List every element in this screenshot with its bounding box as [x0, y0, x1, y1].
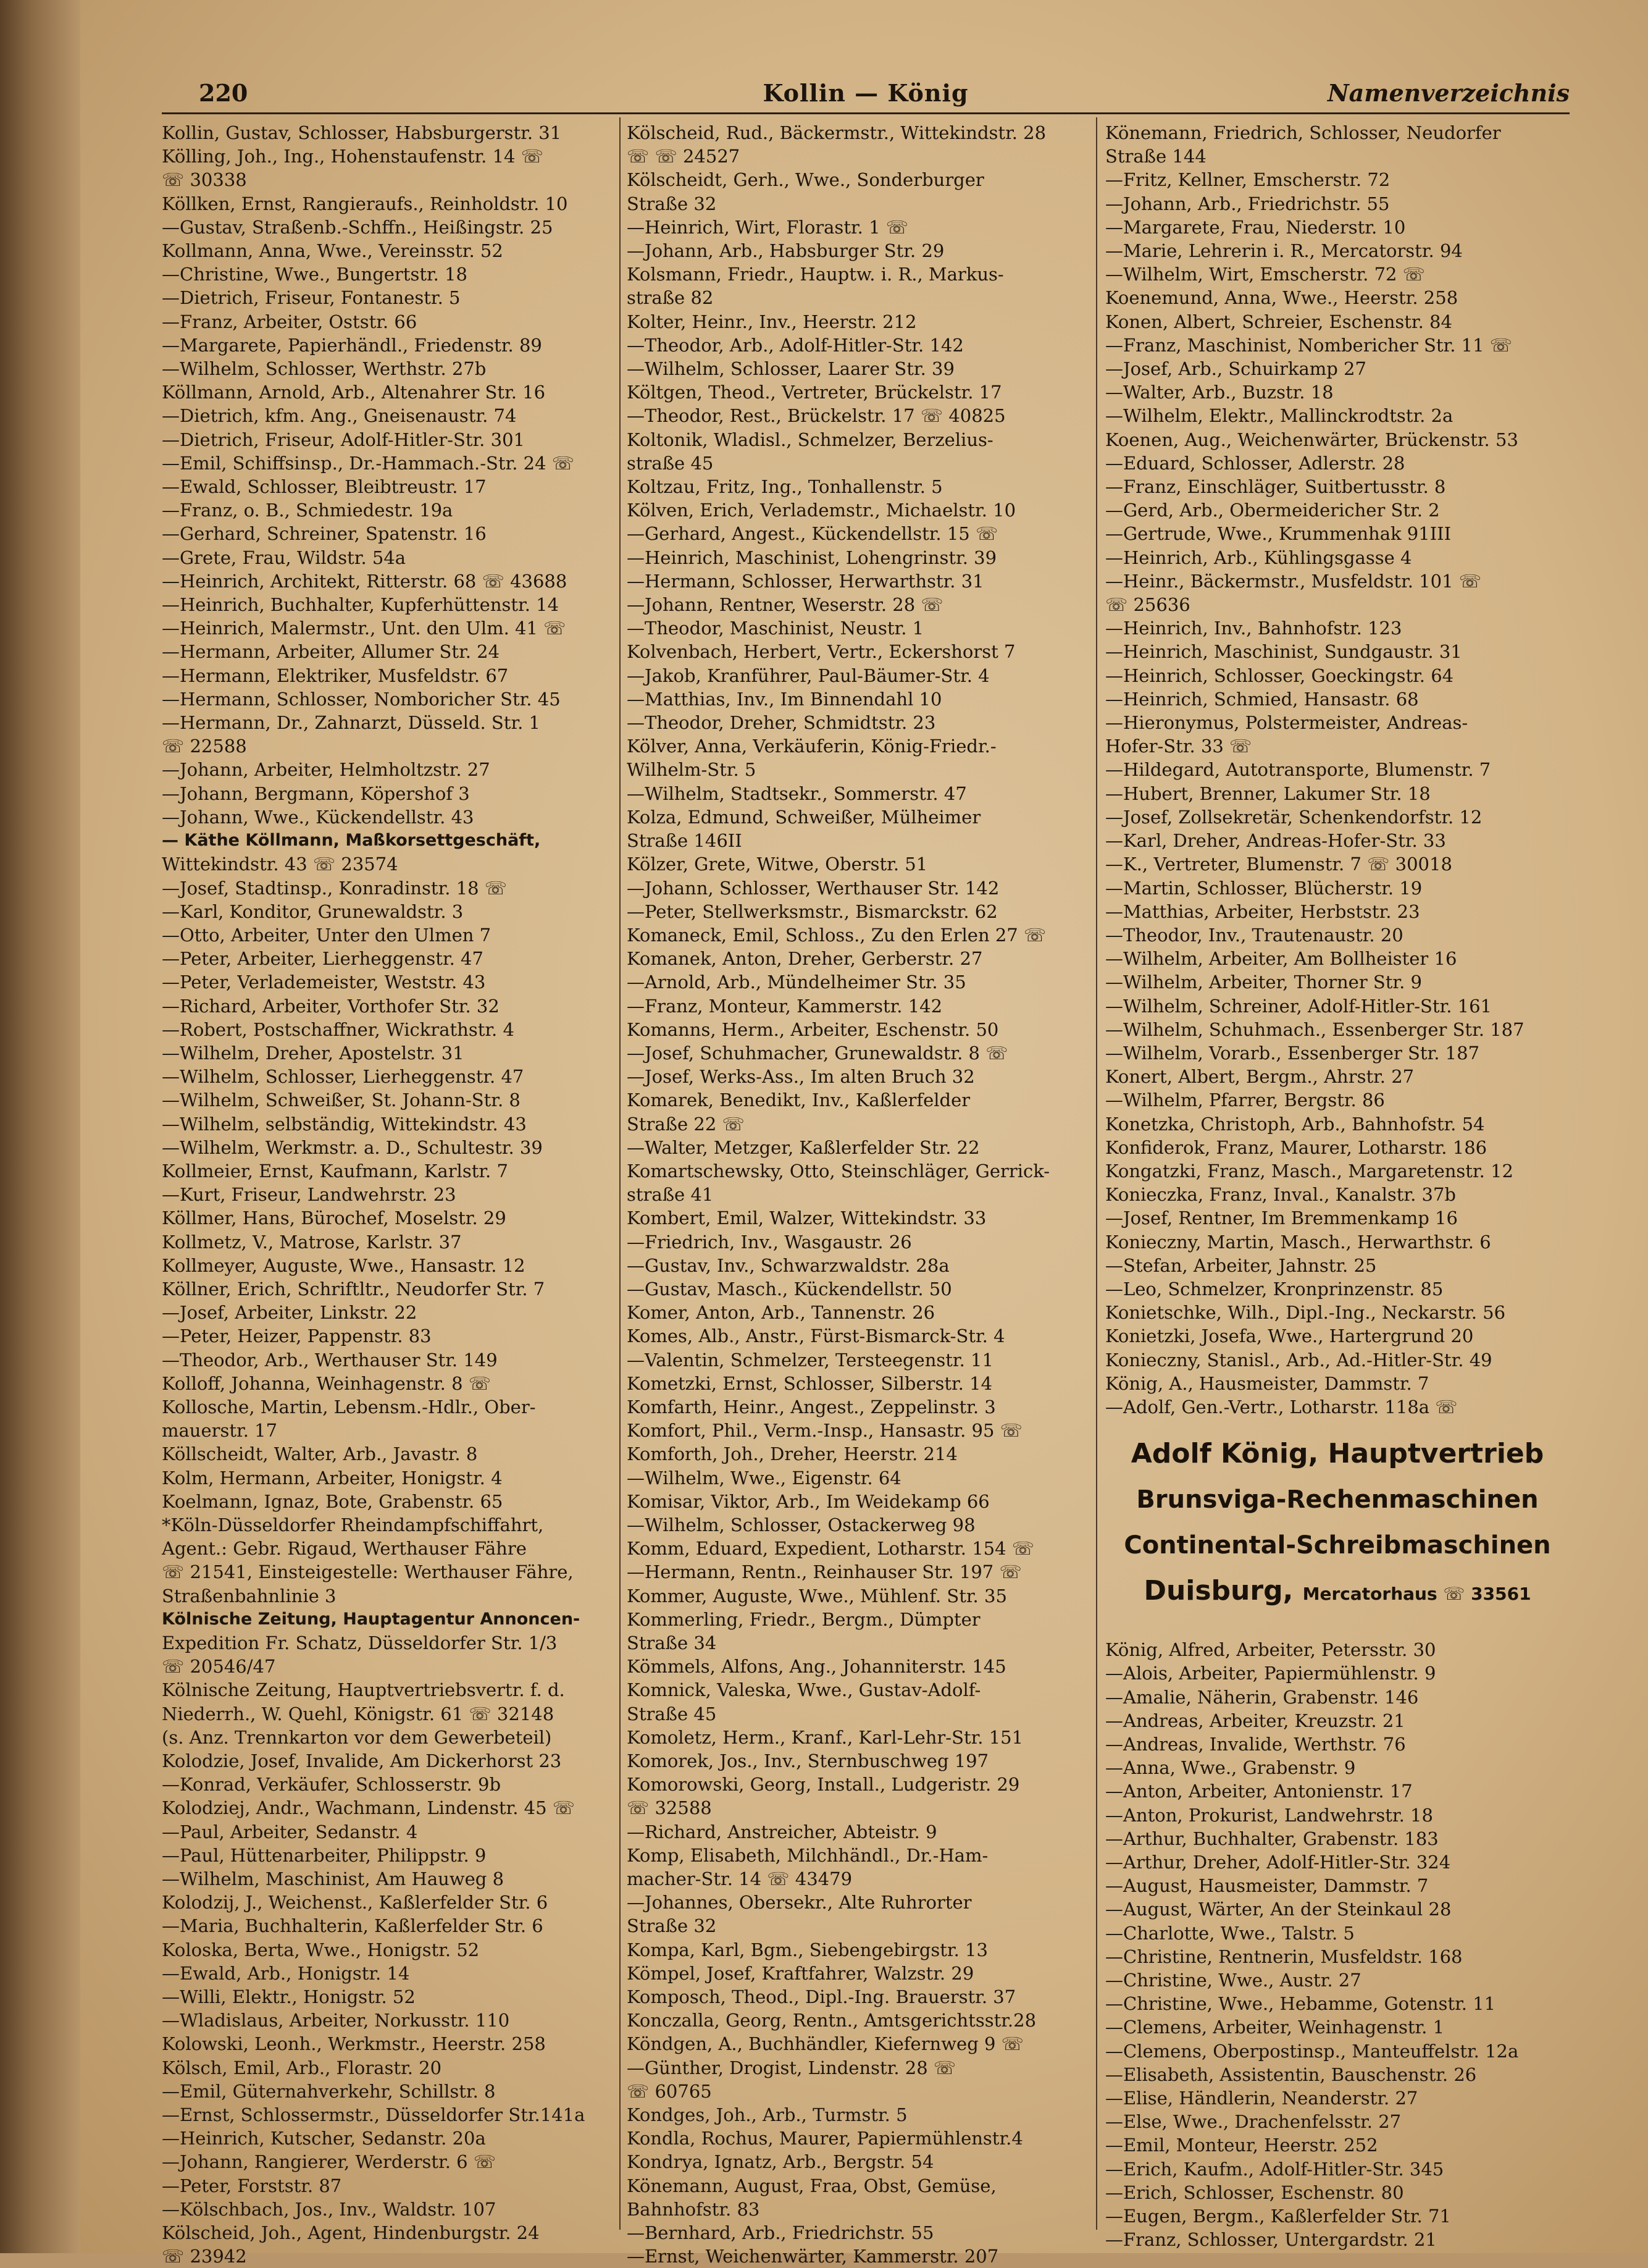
ad-line-product-1: Brunsviga-Rechenmaschinen [1136, 1485, 1539, 1514]
directory-entry-line: Kondges, Joh., Arb., Turmstr. 5 [627, 2104, 908, 2126]
ad-line-address [1105, 1568, 1570, 1617]
directory-entry-line: Expedition Fr. Schatz, Düsseldorfer Str. 1/3 [162, 1632, 558, 1653]
directory-entry-line: straße 45 [627, 452, 714, 474]
directory-entry-line: —Hermann, Schlosser, Herwarthstr. 31 [627, 570, 984, 592]
directory-entry-line: Konczalla, Georg, Rentn., Amtsgerichtsstr.28 [627, 2010, 1037, 2031]
directory-entry-line: Kolodziej, Andr., Wachmann, Lindenstr. 45 ☏ [162, 1797, 575, 1819]
directory-entry-line: —Gustav, Masch., Kückendellstr. 50 [627, 1278, 952, 1300]
directory-entry-line: Komm, Eduard, Expedient, Lotharstr. 154 ☏ [627, 1538, 1035, 1560]
directory-entry-line: —Gertrude, Wwe., Krummenhak 91III [1105, 523, 1452, 545]
directory-entry-line: —Andreas, Arbeiter, Kreuzstr. 21 [1105, 1710, 1405, 1731]
directory-entry-line: —Willi, Elektr., Honigstr. 52 [162, 1986, 416, 2008]
directory-entry-line: —Johann, Rangierer, Werderstr. 6 ☏ [162, 2151, 496, 2173]
directory-entry-line: Köllner, Erich, Schriftltr., Neudorfer Str. 7 [162, 1278, 545, 1300]
directory-entry-line: —Grete, Frau, Wildstr. 54a [162, 547, 406, 568]
directory-entry-line: Kommer, Auguste, Wwe., Mühlenf. Str. 35 [627, 1585, 1007, 1606]
directory-entry-line: —Johannes, Obersekr., Alte Ruhrorter [627, 1892, 972, 1913]
directory-entry-line: —Josef, Zollsekretär, Schenkendorfstr. 12 [1105, 806, 1483, 828]
directory-entry-line: —August, Wärter, An der Steinkaul 28 [1105, 1899, 1452, 1920]
directory-entry-line: mauerstr. 17 [162, 1420, 278, 1442]
directory-entry-line: Kollmeier, Ernst, Kaufmann, Karlstr. 7 [162, 1160, 508, 1182]
directory-entry-line: —Wilhelm, Pfarrer, Bergstr. 86 [1105, 1090, 1385, 1111]
directory-entry-line: —Wilhelm, Schlosser, Werthstr. 27b [162, 358, 487, 380]
directory-entry-line: —Johann, Arbeiter, Helmholtzstr. 27 [162, 759, 490, 781]
directory-entry-line: —Konrad, Verkäufer, Schlosserstr. 9b [162, 1774, 501, 1796]
directory-entry-line: —Richard, Anstreicher, Abteistr. 9 [627, 1821, 937, 1842]
directory-entry-line: —Dietrich, kfm. Ang., Gneisenaustr. 74 [162, 405, 517, 427]
directory-entry-line: —Johann, Arb., Friedrichstr. 55 [1105, 193, 1390, 214]
directory-entry-line: —Theodor, Inv., Trautenaustr. 20 [1105, 924, 1403, 946]
directory-entry-line: Komnick, Valeska, Wwe., Gustav-Adolf- [627, 1679, 981, 1701]
directory-entry-line: König, A., Hausmeister, Dammstr. 7 [1105, 1372, 1429, 1394]
directory-entry-line: Kölnische Zeitung, Hauptagentur Annoncen- [162, 1609, 580, 1629]
directory-entry-line: —Erich, Schlosser, Eschenstr. 80 [1105, 2182, 1404, 2203]
directory-entry-line: —Hermann, Elektriker, Musfeldstr. 67 [162, 665, 509, 686]
directory-entry-line: —Ewald, Arb., Honigstr. 14 [162, 1962, 410, 1984]
directory-entry-line: Komoletz, Herm., Kranf., Karl-Lehr-Str. 151 [627, 1726, 1024, 1748]
directory-entry-line: —Günther, Drogist, Lindenstr. 28 ☏ [627, 2057, 956, 2078]
directory-entry-line: Konfiderok, Franz, Maurer, Lotharstr. 186 [1105, 1136, 1487, 1158]
directory-entry-line: —Elise, Händlerin, Neanderstr. 27 [1105, 2088, 1418, 2109]
directory-entry-line: ☏ 21541, Einsteigestelle: Werthauser Fähre, [162, 1561, 574, 1583]
directory-entry-line: —Wilhelm, Wwe., Eigenstr. 64 [627, 1467, 901, 1489]
directory-entry-line: —Franz, Maschinist, Nombericher Str. 11 ☏ [1105, 334, 1513, 356]
directory-entry-line: —Valentin, Schmelzer, Tersteegenstr. 11 [627, 1349, 993, 1371]
directory-entry-line: —Dietrich, Friseur, Adolf-Hitler-Str. 301 [162, 429, 525, 450]
directory-entry-line: Koltzau, Fritz, Ing., Tonhallenstr. 5 [627, 476, 943, 498]
directory-entry-line: —Christine, Wwe., Hebamme, Gotenstr. 11 [1105, 1993, 1496, 2015]
directory-entry-line: —Wilhelm, Schlosser, Ostackerweg 98 [627, 1514, 976, 1535]
directory-entry-line: Kölzer, Grete, Witwe, Oberstr. 51 [627, 854, 928, 875]
directory-entry-line: —Ernst, Schlossermstr., Düsseldorfer Str.141a [162, 2104, 585, 2126]
directory-entry-line: Köllken, Ernst, Rangieraufs., Reinholdstr. 10 [162, 193, 568, 214]
directory-entry-line: ☏ 30338 [162, 169, 247, 191]
directory-entry-line: —Karl, Konditor, Grunewaldstr. 3 [162, 901, 464, 922]
directory-entry-line: —Peter, Stellwerksmstr., Bismarckstr. 62 [627, 901, 998, 922]
directory-entry-line: —Kurt, Friseur, Landwehrstr. 23 [162, 1184, 456, 1206]
directory-entry-line: *Köln-Düsseldorfer Rheindampfschiffahrt, [162, 1514, 544, 1535]
directory-entry-line: —Johann, Arb., Habsburger Str. 29 [627, 240, 945, 262]
directory-entry-line: —Margarete, Papierhändl., Friedenstr. 89 [162, 334, 542, 356]
directory-entry-line: —Arthur, Dreher, Adolf-Hitler-Str. 324 [1105, 1852, 1451, 1873]
ad-line-company: Adolf König, Hauptvertrieb [1131, 1438, 1544, 1470]
column-3 [1105, 121, 1570, 2251]
directory-entry-line: Kömmels, Alfons, Ang., Johanniterstr. 145 [627, 1656, 1006, 1678]
directory-entry-line: —Emil, Güternahverkehr, Schillstr. 8 [162, 2080, 496, 2102]
directory-entry-line: Kompa, Karl, Bgm., Siebengebirgstr. 13 [627, 1939, 988, 1960]
directory-entry-line: —Johann, Wwe., Kückendellstr. 43 [162, 806, 474, 828]
directory-entry-line: Kölver, Anna, Verkäuferin, König-Friedr.- [627, 736, 997, 757]
directory-entry-line: Kolvenbach, Herbert, Vertr., Eckershorst 7 [627, 641, 1016, 663]
directory-entry-line: —Wilhelm, Vorarb., Essenberger Str. 187 [1105, 1042, 1480, 1064]
directory-entry-line: —Kölschbach, Jos., Inv., Waldstr. 107 [162, 2198, 496, 2220]
directory-entry-line: macher-Str. 14 ☏ 43479 [627, 1868, 853, 1890]
directory-entry-line: —Hermann, Rentn., Reinhauser Str. 197 ☏ [627, 1561, 1022, 1583]
directory-entry-line: —Josef, Schuhmacher, Grunewaldstr. 8 ☏ [627, 1042, 1008, 1064]
ad-line-product-2: Continental-Schreibmaschinen [1124, 1531, 1551, 1560]
directory-entry-line: Niederrh., W. Quehl, Königstr. 61 ☏ 32148 [162, 1703, 554, 1724]
directory-entry-line: Köllmer, Hans, Bürochef, Moselstr. 29 [162, 1208, 506, 1229]
directory-entry-line: —Heinrich, Schlosser, Goeckingstr. 64 [1105, 665, 1454, 686]
directory-entry-line: Komorek, Jos., Inv., Sternbuschweg 197 [627, 1750, 989, 1772]
directory-entry-line: Komanek, Anton, Dreher, Gerberstr. 27 [627, 948, 983, 970]
directory-entry-line: —Heinrich, Wirt, Florastr. 1 ☏ [627, 216, 909, 238]
directory-entry-line: —Heinrich, Maschinist, Lohengrinstr. 39 [627, 547, 997, 568]
directory-entry-line: —Robert, Postschaffner, Wickrathstr. 4 [162, 1018, 514, 1040]
directory-entry-line: ☏ 20546/47 [162, 1656, 276, 1678]
directory-entry-line: —Walter, Metzger, Kaßlerfelder Str. 22 [627, 1136, 980, 1158]
directory-entry-line: —Heinrich, Kutscher, Sedanstr. 20a [162, 2128, 486, 2149]
directory-entry-line: Kolter, Heinr., Inv., Heerstr. 212 [627, 311, 917, 332]
directory-entry-line: Wilhelm-Str. 5 [627, 759, 756, 781]
directory-entry-line: ☏ 32588 [627, 1797, 712, 1819]
directory-entry-line: Konieczny, Stanisl., Arb., Ad.-Hitler-Str. 49 [1105, 1349, 1492, 1371]
directory-entry-line: Kollmann, Anna, Wwe., Vereinsstr. 52 [162, 240, 503, 262]
directory-entry-line: —Johann, Rentner, Weserstr. 28 ☏ [627, 594, 943, 616]
directory-entry-line: —Heinr., Bäckermstr., Musfeldstr. 101 ☏ [1105, 570, 1482, 592]
column-2 [627, 121, 1091, 2267]
directory-entry-line: Koloska, Berta, Wwe., Honigstr. 52 [162, 1939, 480, 1960]
directory-entry-line: Kölscheidt, Gerh., Wwe., Sonderburger [627, 169, 984, 191]
directory-entry-line: — Käthe Köllmann, Maßkorsettgeschäft, [162, 831, 541, 850]
directory-entry-line: —Karl, Dreher, Andreas-Hofer-Str. 33 [1105, 830, 1446, 852]
directory-entry-line: Kongatzki, Franz, Masch., Margaretenstr. 12 [1105, 1160, 1513, 1182]
directory-entry-line: —Ernst, Weichenwärter, Kammerstr. 207 [627, 2246, 999, 2267]
directory-entry-line: —Hubert, Brenner, Lakumer Str. 18 [1105, 783, 1431, 804]
directory-entry-line: Komarek, Benedikt, Inv., Kaßlerfelder [627, 1090, 971, 1111]
advertisement [1105, 1431, 1570, 1617]
directory-entry-line: Konieczka, Franz, Inval., Kanalstr. 37b [1105, 1184, 1456, 1206]
directory-entry-line: —Marie, Lehrerin i. R., Mercatorstr. 94 [1105, 240, 1463, 262]
directory-entry-line: —Franz, o. B., Schmiedestr. 19a [162, 500, 453, 521]
directory-entry-line: Kollmeyer, Auguste, Wwe., Hansastr. 12 [162, 1254, 525, 1276]
directory-entry-line: —Emil, Schiffsinsp., Dr.-Hammach.-Str. 24 ☏ [162, 452, 575, 474]
directory-entry-line: Agent.: Gebr. Rigaud, Werthauser Fähre [162, 1538, 527, 1560]
directory-entry-line: —Fritz, Kellner, Emscherstr. 72 [1105, 169, 1391, 191]
directory-entry-line: —Margarete, Frau, Niederstr. 10 [1105, 216, 1406, 238]
directory-entry-line: Komartschewsky, Otto, Steinschläger, Gerrick- [627, 1160, 1050, 1182]
directory-entry-line: Könemann, Friedrich, Schlosser, Neudorfer [1105, 122, 1501, 143]
directory-entry-line: Komorowski, Georg, Install., Ludgeristr. 29 [627, 1774, 1020, 1796]
directory-entry-line: —Wilhelm, Stadtsekr., Sommerstr. 47 [627, 783, 967, 804]
directory-entry-line: —Matthias, Arbeiter, Herbststr. 23 [1105, 901, 1420, 922]
directory-entry-line: —Peter, Verlademeister, Weststr. 43 [162, 972, 486, 993]
directory-entry-line: Konietschke, Wilh., Dipl.-Ing., Neckarstr. 56 [1105, 1302, 1506, 1324]
directory-entry-line: —Wilhelm, Schreiner, Adolf-Hitler-Str. 161 [1105, 995, 1492, 1017]
directory-entry-line: —Christine, Rentnerin, Musfeldstr. 168 [1105, 1946, 1463, 1967]
directory-entry-line: —Theodor, Rest., Brückelstr. 17 ☏ 40825 [627, 405, 1006, 427]
directory-entry-line: —Gerhard, Angest., Kückendellstr. 15 ☏ [627, 523, 998, 545]
directory-entry-line: Komaneck, Emil, Schloss., Zu den Erlen 27 ☏ [627, 924, 1047, 946]
directory-entry-line: Komisar, Viktor, Arb., Im Weidekamp 66 [627, 1490, 990, 1512]
directory-entry-line: Kolloff, Johanna, Weinhagenstr. 8 ☏ [162, 1372, 491, 1394]
directory-entry-line: —Wilhelm, Elektr., Mallinckrodtstr. 2a [1105, 405, 1454, 427]
directory-entry-line: —Franz, Schlosser, Untergardstr. 21 [1105, 2229, 1437, 2251]
directory-entry-line: Kölven, Erich, Verlademstr., Michaelstr. 10 [627, 500, 1016, 521]
directory-entry-line: Straße 32 [627, 1915, 717, 1937]
directory-entry-line: Straße 45 [627, 1703, 717, 1724]
directory-entry-line: Kommerling, Friedr., Bergm., Dümpter [627, 1608, 981, 1630]
directory-entry-line: Straße 34 [627, 1632, 717, 1653]
directory-entry-line: —Gerd, Arb., Obermeidericher Str. 2 [1105, 500, 1440, 521]
directory-entry-line: —Heinrich, Malermstr., Unt. den Ulm. 41 ☏ [162, 618, 566, 639]
header-rule [162, 112, 1570, 114]
directory-entry-line: Komanns, Herm., Arbeiter, Eschenstr. 50 [627, 1018, 999, 1040]
directory-entry-line: —Josef, Rentner, Im Bremmenkamp 16 [1105, 1208, 1458, 1229]
directory-entry-line: —Else, Wwe., Drachenfelsstr. 27 [1105, 2111, 1402, 2133]
directory-entry-line: —Peter, Heizer, Pappenstr. 83 [162, 1325, 432, 1347]
directory-entry-line: Kolowski, Leonh., Werkmstr., Heerstr. 258 [162, 2033, 546, 2055]
directory-entry-line: —Walter, Arb., Buzstr. 18 [1105, 382, 1334, 403]
directory-entry-line: Köndgen, A., Buchhändler, Kiefernweg 9 ☏ [627, 2033, 1024, 2055]
directory-entry-line: —Franz, Arbeiter, Oststr. 66 [162, 311, 417, 332]
directory-entry-line: —Emil, Monteur, Heerstr. 252 [1105, 2135, 1378, 2156]
directory-entry-line: —Christine, Wwe., Austr. 27 [1105, 1970, 1361, 1991]
directory-entry-line: —Dietrich, Friseur, Fontanestr. 5 [162, 287, 461, 309]
directory-entry-line: straße 41 [627, 1184, 714, 1206]
directory-entry-line: Kolm, Hermann, Arbeiter, Honigstr. 4 [162, 1467, 503, 1489]
directory-entry-line: König, Alfred, Arbeiter, Petersstr. 30 [1105, 1639, 1436, 1661]
directory-entry-line: —Hermann, Arbeiter, Allumer Str. 24 [162, 641, 500, 663]
column-3-lower [1105, 1638, 1570, 2251]
directory-entry-line: Kolza, Edmund, Schweißer, Mülheimer [627, 806, 981, 828]
directory-entry-line: Konetzka, Christoph, Arb., Bahnhofstr. 54 [1105, 1113, 1485, 1135]
directory-entry-line: —Josef, Arb., Schuirkamp 27 [1105, 358, 1366, 380]
directory-entry-line: —Alois, Arbeiter, Papiermühlenstr. 9 [1105, 1663, 1436, 1684]
directory-entry-line: —Josef, Arbeiter, Linkstr. 22 [162, 1302, 417, 1324]
directory-entry-line: —Wilhelm, Werkmstr. a. D., Schultestr. 39 [162, 1136, 543, 1158]
directory-entry-line: —August, Hausmeister, Dammstr. 7 [1105, 1875, 1429, 1897]
directory-entry-line: straße 82 [627, 287, 714, 309]
directory-entry-line: ☏ 23942 [162, 2246, 247, 2267]
directory-entry-line: Kölnische Zeitung, Hauptvertriebsvertr. f. d. [162, 1679, 565, 1701]
directory-entry-line: Komposch, Theod., Dipl.-Ing. Brauerstr. 37 [627, 1986, 1016, 2008]
directory-entry-line: —Wilhelm, Schlosser, Laarer Str. 39 [627, 358, 955, 380]
directory-entry-line: Komer, Anton, Arb., Tannenstr. 26 [627, 1302, 935, 1324]
directory-entry-line: —Gerhard, Schreiner, Spatenstr. 16 [162, 523, 487, 545]
directory-entry-line: Kölscheid, Joh., Agent, Hindenburgstr. 24 [162, 2222, 540, 2244]
directory-entry-line: —Amalie, Näherin, Grabenstr. 146 [1105, 1686, 1419, 1708]
directory-entry-line: —Theodor, Arb., Werthauser Str. 149 [162, 1349, 498, 1371]
directory-entry-line: —Stefan, Arbeiter, Jahnstr. 25 [1105, 1254, 1377, 1276]
directory-entry-line: —Theodor, Maschinist, Neustr. 1 [627, 618, 924, 639]
directory-entry-line: —Clemens, Oberpostinsp., Manteuffelstr. 12a [1105, 2040, 1519, 2062]
directory-entry-line: —Richard, Arbeiter, Vorthofer Str. 32 [162, 995, 500, 1017]
directory-entry-line: Kollosche, Martin, Lebensm.-Hdlr., Ober- [162, 1396, 536, 1418]
directory-entry-line: Komes, Alb., Anstr., Fürst-Bismarck-Str. 4 [627, 1325, 1005, 1347]
directory-entry-line: —Anton, Prokurist, Landwehrstr. 18 [1105, 1804, 1433, 1826]
directory-entry-line: Komfarth, Heinr., Angest., Zeppelinstr. 3 [627, 1396, 996, 1418]
directory-entry-line: —Eugen, Bergm., Kaßlerfelder Str. 71 [1105, 2206, 1451, 2227]
directory-entry-line: Straße 22 ☏ [627, 1113, 745, 1135]
directory-entry-line: —Wilhelm, Wirt, Emscherstr. 72 ☏ [1105, 264, 1425, 285]
directory-entry-line: —Eduard, Schlosser, Adlerstr. 28 [1105, 452, 1405, 474]
directory-entry-line: —Heinrich, Architekt, Ritterstr. 68 ☏ 43688 [162, 570, 567, 592]
directory-entry-line: —Gustav, Straßenb.-Schffn., Heißingstr. 25 [162, 216, 553, 238]
book-spine [0, 0, 80, 2253]
directory-entry-line: —Wilhelm, Schweißer, St. Johann-Str. 8 [162, 1090, 521, 1111]
directory-entry-line: —Otto, Arbeiter, Unter den Ulmen 7 [162, 924, 491, 946]
directory-entry-line: —Ewald, Schlosser, Bleibtreustr. 17 [162, 476, 487, 498]
directory-entry-line: Konietzki, Josefa, Wwe., Hartergrund 20 [1105, 1325, 1474, 1347]
directory-entry-line: Komforth, Joh., Dreher, Heerstr. 214 [627, 1443, 958, 1465]
directory-entry-line: —Wilhelm, Schuhmach., Essenberger Str. 187 [1105, 1018, 1525, 1040]
directory-entry-line: ☏ ☏ 24527 [627, 146, 740, 167]
directory-entry-line: —Paul, Arbeiter, Sedanstr. 4 [162, 1821, 418, 1842]
directory-entry-line: Kömpel, Josef, Kraftfahrer, Walzstr. 29 [627, 1962, 974, 1984]
directory-entry-line: —Wilhelm, Arbeiter, Am Bollheister 16 [1105, 948, 1457, 970]
directory-entry-line: —Hieronymus, Polstermeister, Andreas- [1105, 712, 1468, 734]
page-title: Kollin — König [763, 79, 969, 107]
directory-entry-line: —Peter, Forststr. 87 [162, 2175, 342, 2196]
directory-entry-line: (s. Anz. Trennkarton vor dem Gewerbeteil) [162, 1726, 552, 1748]
directory-entry-line: Kölscheid, Rud., Bäckermstr., Wittekindstr. 28 [627, 122, 1047, 143]
directory-entry-line: Komp, Elisabeth, Milchhändl., Dr.-Ham- [627, 1844, 989, 1866]
directory-entry-line: Kolsmann, Friedr., Hauptw. i. R., Markus- [627, 264, 1004, 285]
directory-entry-line: Könemann, August, Fraa, Obst, Gemüse, [627, 2175, 997, 2196]
directory-entry-line: —Arthur, Buchhalter, Grabenstr. 183 [1105, 1828, 1439, 1849]
directory-entry-line: Kölling, Joh., Ing., Hohenstaufenstr. 14 ☏ [162, 146, 543, 167]
directory-entry-line: Kometzki, Ernst, Schlosser, Silberstr. 14 [627, 1372, 993, 1394]
directory-entry-line: —Paul, Hüttenarbeiter, Philippstr. 9 [162, 1844, 487, 1866]
directory-entry-line: —Matthias, Inv., Im Binnendahl 10 [627, 688, 942, 710]
directory-entry-line: Kondrya, Ignatz, Arb., Bergstr. 54 [627, 2151, 934, 2173]
directory-entry-line: —Franz, Einschläger, Suitbertusstr. 8 [1105, 476, 1446, 498]
directory-entry-line: —Anna, Wwe., Grabenstr. 9 [1105, 1757, 1356, 1779]
directory-entry-line: —Heinrich, Buchhalter, Kupferhüttenstr. 14 [162, 594, 559, 616]
directory-entry-line: —Heinrich, Arb., Kühlingsgasse 4 [1105, 547, 1412, 568]
directory-entry-line: —K., Vertreter, Blumenstr. 7 ☏ 30018 [1105, 854, 1452, 875]
directory-entry-line: —Wilhelm, Dreher, Apostelstr. 31 [162, 1042, 464, 1064]
directory-entry-line: —Charlotte, Wwe., Talstr. 5 [1105, 1922, 1355, 1944]
directory-entry-line: —Josef, Stadtinsp., Konradinstr. 18 ☏ [162, 877, 508, 899]
directory-entry-line: —Gustav, Inv., Schwarzwaldstr. 28a [627, 1254, 950, 1276]
directory-entry-line: —Wilhelm, Schlosser, Lierheggenstr. 47 [162, 1066, 524, 1088]
directory-entry-line: Konen, Albert, Schreier, Eschenstr. 84 [1105, 311, 1452, 332]
directory-entry-line: Konert, Albert, Bergm., Ahrstr. 27 [1105, 1066, 1415, 1088]
directory-entry-line: Komfort, Phil., Verm.-Insp., Hansastr. 95 ☏ [627, 1420, 1023, 1442]
directory-entry-line: —Wilhelm, Arbeiter, Thorner Str. 9 [1105, 972, 1422, 993]
directory-entry-line: —Clemens, Arbeiter, Weinhagenstr. 1 [1105, 2017, 1445, 2038]
directory-entry-line: Konieczny, Martin, Masch., Herwarthstr. 6 [1105, 1231, 1491, 1253]
directory-entry-line: —Martin, Schlosser, Blücherstr. 19 [1105, 877, 1423, 899]
ad-city: Duisburg, [1144, 1575, 1294, 1607]
directory-entry-line: —Friedrich, Inv., Wasgaustr. 26 [627, 1231, 912, 1253]
directory-entry-line: ☏ 60765 [627, 2080, 712, 2102]
page-number: 220 [199, 79, 248, 107]
directory-entry-line: ☏ 25636 [1105, 594, 1190, 616]
directory-entry-line: Kollmetz, V., Matrose, Karlstr. 37 [162, 1231, 462, 1253]
directory-entry-line: —Heinrich, Schmied, Hansastr. 68 [1105, 688, 1419, 710]
directory-entry-line: —Peter, Arbeiter, Lierheggenstr. 47 [162, 948, 483, 970]
directory-entry-line: Kolodzie, Josef, Invalide, Am Dickerhorst 23 [162, 1750, 562, 1772]
directory-entry-line: Straße 144 [1105, 146, 1207, 167]
directory-entry-line: Koelmann, Ignaz, Bote, Grabenstr. 65 [162, 1490, 503, 1512]
directory-entry-line: —Heinrich, Inv., Bahnhofstr. 123 [1105, 618, 1402, 639]
directory-entry-line: —Wladislaus, Arbeiter, Norkusstr. 110 [162, 2010, 510, 2031]
directory-entry-line: —Elisabeth, Assistentin, Bauschenstr. 26 [1105, 2064, 1477, 2085]
column-divider [619, 117, 621, 2230]
directory-entry-line: Bahnhofstr. 83 [627, 2198, 760, 2220]
section-title: Namenverzeichnis [1327, 79, 1570, 107]
directory-entry-line: —Bernhard, Arb., Friedrichstr. 55 [627, 2222, 934, 2244]
directory-entry-line: —Maria, Buchhalterin, Kaßlerfelder Str. 6 [162, 1915, 543, 1937]
directory-entry-line: —Andreas, Invalide, Werthstr. 76 [1105, 1733, 1406, 1755]
directory-entry-line: —Heinrich, Maschinist, Sundgaustr. 31 [1105, 641, 1462, 663]
directory-entry-line: —Arnold, Arb., Mündelheimer Str. 35 [627, 972, 966, 993]
directory-entry-line: Kondla, Rochus, Maurer, Papiermühlenstr.4 [627, 2128, 1023, 2149]
directory-entry-line: —Jakob, Kranführer, Paul-Bäumer-Str. 4 [627, 665, 990, 686]
directory-entry-line: —Hermann, Dr., Zahnarzt, Düsseld. Str. 1 [162, 712, 541, 734]
directory-entry-line: —Hildegard, Autotransporte, Blumenstr. 7 [1105, 759, 1491, 781]
directory-entry-line: Straße 146II [627, 830, 742, 852]
directory-entry-line: —Josef, Werks-Ass., Im alten Bruch 32 [627, 1066, 975, 1088]
directory-entry-line: —Adolf, Gen.-Vertr., Lotharstr. 118a ☏ [1105, 1396, 1458, 1418]
directory-entry-line: —Theodor, Arb., Adolf-Hitler-Str. 142 [627, 334, 964, 356]
directory-entry-line: Koenen, Aug., Weichenwärter, Brückenstr. 53 [1105, 429, 1518, 450]
directory-entry-line: Koenemund, Anna, Wwe., Heerstr. 258 [1105, 287, 1458, 309]
ad-address: Mercatorhaus ☏ 33561 [1302, 1584, 1531, 1605]
directory-entry-line: Köllmann, Arnold, Arb., Altenahrer Str. 16 [162, 382, 546, 403]
directory-entry-line: Köllscheidt, Walter, Arb., Javastr. 8 [162, 1443, 478, 1465]
page-header [162, 79, 1570, 116]
directory-entry-line: Költgen, Theod., Vertreter, Brückelstr. 17 [627, 382, 1002, 403]
directory-entry-line: Straße 32 [627, 193, 717, 214]
directory-entry-line: —Erich, Kaufm., Adolf-Hitler-Str. 345 [1105, 2158, 1444, 2180]
column-3-upper [1105, 121, 1570, 1419]
directory-entry-line: —Anton, Arbeiter, Antonienstr. 17 [1105, 1781, 1413, 1802]
directory-entry-line: —Johann, Bergmann, Köpershof 3 [162, 783, 470, 804]
directory-entry-line: —Wilhelm, selbständig, Wittekindstr. 43 [162, 1113, 527, 1135]
column-1 [162, 121, 613, 2267]
directory-entry-line: Wittekindstr. 43 ☏ 23574 [162, 854, 398, 875]
directory-entry-line: ☏ 22588 [162, 736, 247, 757]
directory-entry-line: Kölsch, Emil, Arb., Florastr. 20 [162, 2057, 442, 2078]
directory-entry-line: —Hermann, Schlosser, Nomboricher Str. 45 [162, 688, 561, 710]
directory-entry-line: —Johann, Schlosser, Werthauser Str. 142 [627, 877, 1000, 899]
directory-entry-line: Koltonik, Wladisl., Schmelzer, Berzelius- [627, 429, 993, 450]
directory-entry-line: —Franz, Monteur, Kammerstr. 142 [627, 995, 943, 1017]
directory-entry-line: —Theodor, Dreher, Schmidtstr. 23 [627, 712, 936, 734]
directory-entry-line: Kollin, Gustav, Schlosser, Habsburgerstr. 31 [162, 122, 562, 143]
column-divider [1096, 117, 1097, 2230]
directory-entry-line: —Christine, Wwe., Bungertstr. 18 [162, 264, 467, 285]
directory-entry-line: Kombert, Emil, Walzer, Wittekindstr. 33 [627, 1208, 987, 1229]
directory-entry-line: Kolodzij, J., Weichenst., Kaßlerfelder Str. 6 [162, 1892, 548, 1913]
directory-entry-line: —Wilhelm, Maschinist, Am Hauweg 8 [162, 1868, 504, 1890]
directory-entry-line: Hofer-Str. 33 ☏ [1105, 736, 1252, 757]
directory-entry-line: Straßenbahnlinie 3 [162, 1585, 337, 1606]
directory-entry-line: —Leo, Schmelzer, Kronprinzenstr. 85 [1105, 1278, 1444, 1300]
